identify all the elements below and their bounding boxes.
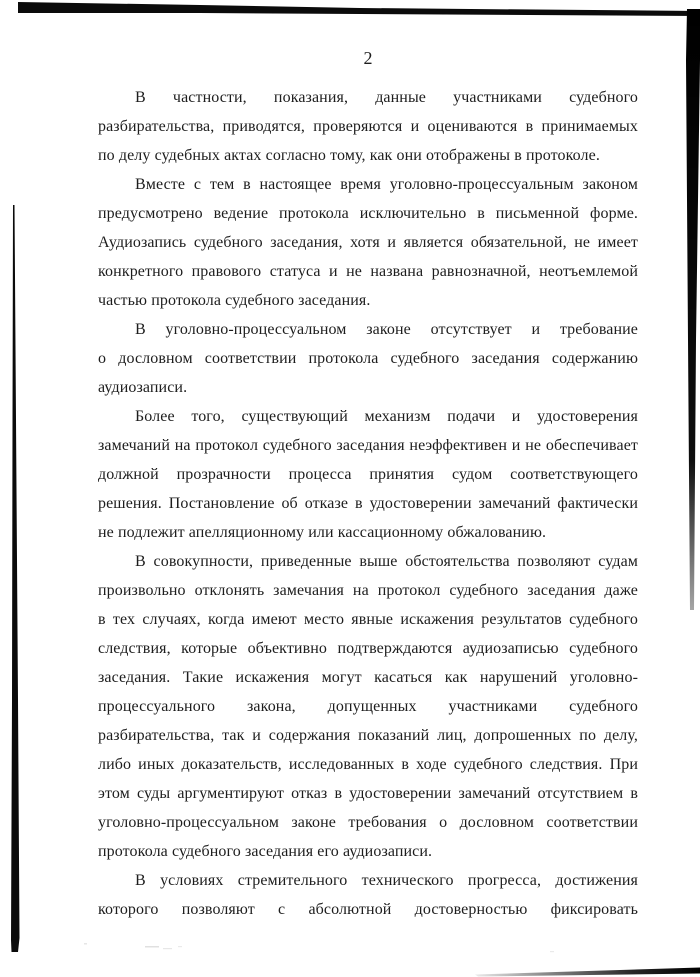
text-line: В уголовно-процессуальном законе отсутствует и требование <box>135 321 638 338</box>
text-line: заседания. Такие искажения могут касаться как нарушений уголовно- <box>98 669 638 686</box>
text-line: разбирательства, так и содержания показаний лиц, допрошенных по делу, <box>98 727 638 744</box>
scan-edge-artifact-bottom <box>475 968 700 977</box>
text-line: уголовно-процессуальном законе требования о дословном соответствии <box>98 814 638 831</box>
text-line: в тех случаях, когда имеют место явные искажения результатов судебного <box>98 611 638 628</box>
text-line: процессуального закона, допущенных участниками судебного <box>98 698 638 715</box>
paragraph <box>98 547 638 866</box>
text-line: конкретного правового статуса и не названа равнозначной, неотъемлемой <box>98 263 638 280</box>
text-line: Более того, существующий механизм подачи и удостоверения <box>135 408 638 425</box>
text-line: либо иных доказательств, исследованных в ходе судебного следствия. При <box>98 756 638 773</box>
paragraph <box>98 170 638 315</box>
text-line: разбирательства, приводятся, проверяются и оцениваются в принимаемых <box>98 118 638 135</box>
scan-specks <box>84 943 554 952</box>
paragraph <box>98 402 638 547</box>
text-line: Аудиозапись судебного заседания, хотя и является обязательной, не имеет <box>98 234 638 251</box>
scan-edge-artifact-left <box>11 205 20 952</box>
text-line: В частности, показания, данные участниками судебного <box>135 89 638 106</box>
text-line: протокола судебного заседания его аудиозаписи. <box>98 843 433 860</box>
text-line: Вместе с тем в настоящее время уголовно-процессуальным законом <box>135 176 638 193</box>
text-line: предусмотрено ведение протокола исключительно в письменной форме. <box>98 205 638 222</box>
text-line: решения. Постановление об отказе в удостоверении замечаний фактически <box>98 495 638 512</box>
scan-edge-artifact-top <box>18 2 700 16</box>
text-line: частью протокола судебного заседания. <box>98 292 371 309</box>
text-line: этом суды аргументируют отказ в удостоверении замечаний отсутствием в <box>98 785 638 802</box>
text-line: должной прозрачности процесса принятия судом соответствующего <box>98 466 638 483</box>
text-line: произвольно отклонять замечания на протокол судебного заседания даже <box>98 582 638 599</box>
scan-edge-artifact-right <box>686 9 700 610</box>
text-line: аудиозаписи. <box>98 379 188 396</box>
paragraph <box>98 866 638 924</box>
paragraph <box>98 83 638 170</box>
text-line: следствия, которые объективно подтверждаются аудиозаписью судебного <box>98 640 638 657</box>
text-block <box>98 83 638 924</box>
page-number: 2 <box>363 48 373 68</box>
text-line: В совокупности, приведенные выше обстоятельства позволяют судам <box>135 553 638 570</box>
text-line: о дословном соответствии протокола судебного заседания содержанию <box>98 350 638 367</box>
text-line: В условиях стремительного технического прогресса, достижения <box>135 872 638 889</box>
text-line: по делу судебных актах согласно тому, как они отображены в протоколе. <box>98 147 600 164</box>
text-line: которого позволяют с абсолютной достоверностью фиксировать <box>98 901 638 918</box>
text-line: не подлежит апелляционному или кассационному обжалованию. <box>98 524 547 541</box>
text-line: замечаний на протокол судебного заседания неэффективен и не обеспечивает <box>98 437 638 454</box>
paragraph <box>98 315 638 402</box>
